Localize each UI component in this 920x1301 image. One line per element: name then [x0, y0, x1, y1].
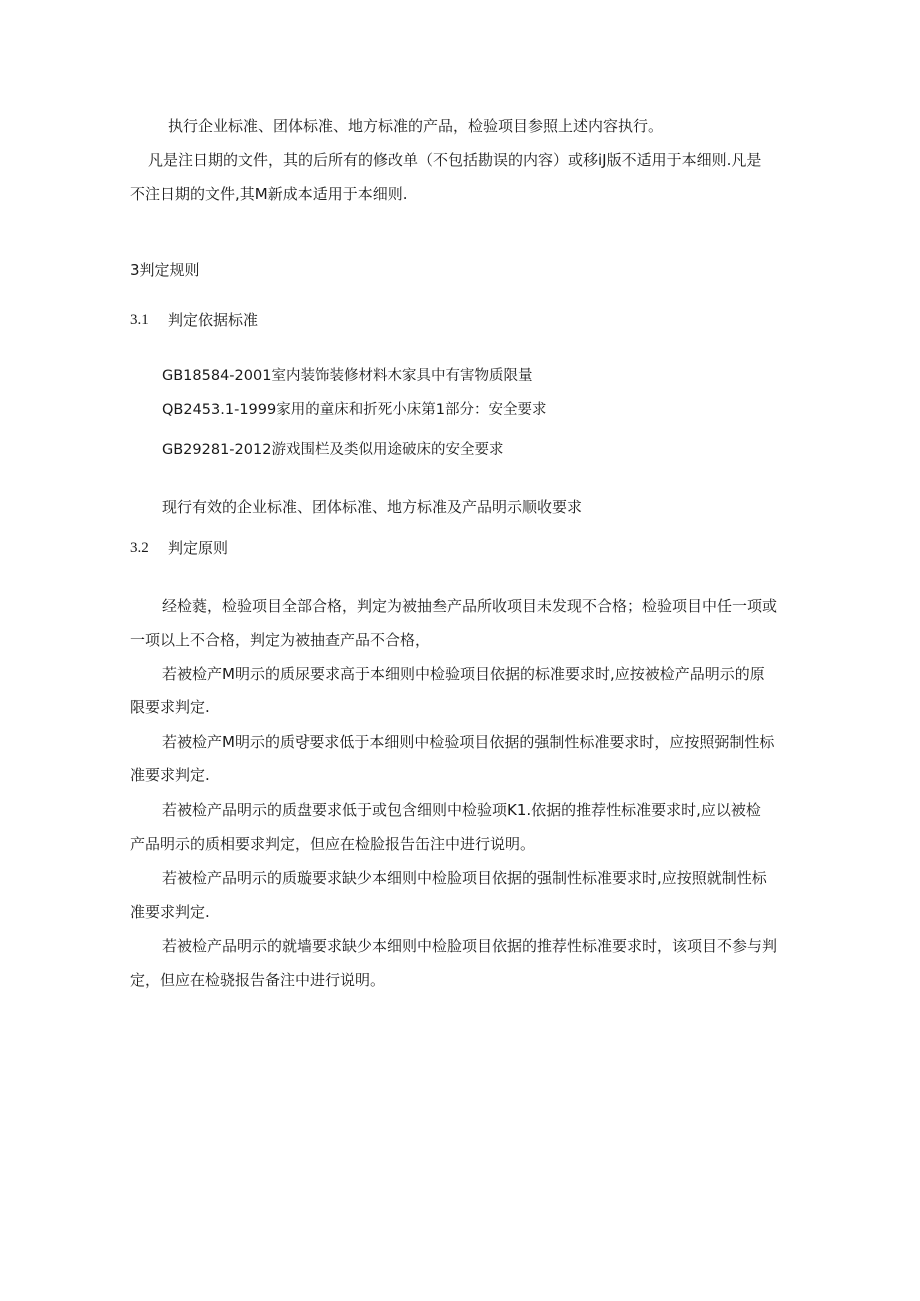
principle-5-line-1: 若被检产品明示的质璇要求缺少本细则中检脸项目依据的强制性标准要求时,应按照就制性标 — [162, 869, 767, 887]
intro-paragraph-2-line-2: 不注日期的文件,其M新成本适用于本细则. — [130, 185, 408, 203]
standard-item-2: QB2453.1-1999家用的童床和折死小床第1部分：安全要求 — [162, 402, 547, 418]
principle-1-line-2: 一项以上不合格，判定为被抽查产品不合格， — [130, 631, 431, 649]
section-3-2-title: 判定原则 — [168, 539, 229, 557]
other-standards-text: 现行有效的企业标准、团体标准、地方标准及产品明示顺收要求 — [162, 498, 583, 516]
section-3-1-title: 判定依据标准 — [168, 311, 259, 329]
section-3-1-number: 3.1 — [130, 312, 149, 328]
standard-item-3: GB29281-2012游戏围栏及类似用途破床的安全要求 — [162, 442, 504, 458]
section-3-2-number: 3.2 — [130, 540, 149, 556]
principle-2-line-1: 若被检产M明示的质尿要求高于本细则中检验项目依据的标准要求时,应按被检产品明示的原 — [162, 665, 765, 683]
intro-paragraph-2-line-1: 凡是注日期的文件，其的后所有的修改单（不包括勘误的内容）或移iJ版不适用于本细则.凡是 — [148, 151, 762, 169]
intro-paragraph-1: 执行企业标准、团体标准、地方标准的产品，检验项目参照上述内容执行。 — [168, 117, 664, 135]
section-3-heading: 3判定规则 — [130, 261, 200, 279]
principle-6-line-1: 若被检产品明示的就墙要求缺少本细则中检脸项目依据的推荐性标准要求时，该项目不参与判 — [162, 937, 778, 955]
principle-3-line-1: 若被检产M明示的质량要求低于本细则中检验项目依据的强制性标准要求时，应按照弼制性标 — [162, 733, 775, 751]
principle-2-line-2: 限要求判定. — [130, 698, 210, 716]
principle-6-line-2: 定，但应在检骁报告备注中进行说明。 — [130, 971, 386, 989]
principle-4-line-2: 产品明示的质相要求判定，但应在检脸报告缶注中进行说明。 — [130, 835, 536, 853]
standard-item-1: GB18584-2001室内装饰装修材料木家具中有害物质限量 — [162, 368, 533, 384]
principle-1-line-1: 经检蕤，检验项目全部合格，判定为被抽叁产品所收项目未发现不合格；检验项目中任一项或 — [162, 597, 778, 615]
principle-4-line-1: 若被检产品明示的质盘要求低于或包含细则中检验项K1.依据的推荐性标准要求时,应以被检 — [162, 801, 761, 819]
principle-5-line-2: 准要求判定. — [130, 903, 210, 921]
principle-3-line-2: 准要求判定. — [130, 766, 210, 784]
